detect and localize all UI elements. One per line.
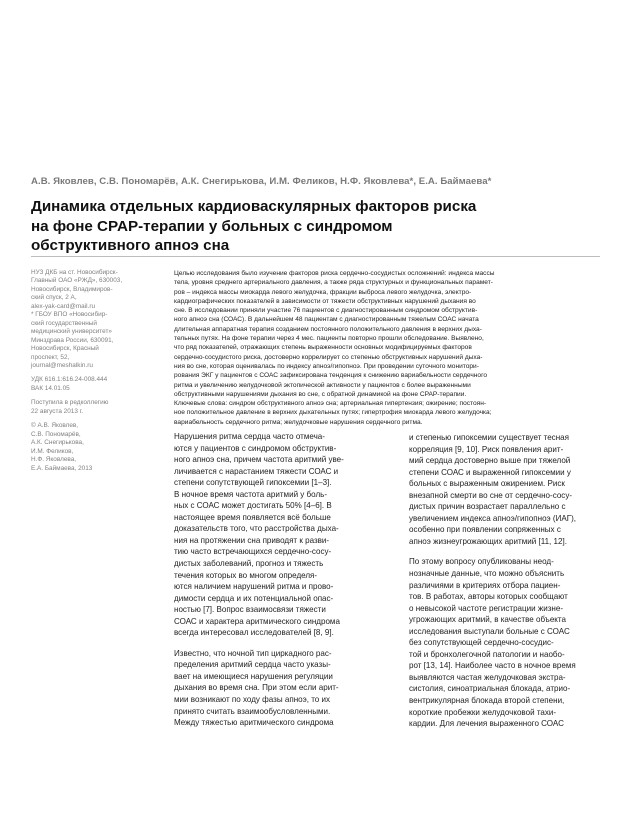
- text-line: ного апноэ сна, причем частота аритмий уве-: [174, 455, 344, 465]
- text-line: ностью [7]. Вопрос взаимосвязи тяжести: [174, 605, 326, 615]
- text-line: мий сердца достоверно выше при тяжелой: [409, 456, 571, 466]
- authors-line: А.В. Яковлев, С.В. Пономарёв, А.К. Снегирькова, И.М. Феликов, Н.Ф. Яковлева*, Е.А. Баймаева*: [31, 176, 492, 187]
- text-line: ных с СОАС может достигать 50% [4–6]. В: [174, 501, 332, 511]
- text-line: пределения аритмий сердца часто указы-: [174, 660, 331, 670]
- affiliation-line: Главный ОАО «РЖД», 630003,: [31, 277, 123, 285]
- affiliation-line: Новосибирск, Красный: [31, 345, 99, 353]
- paragraph: [174, 648, 370, 729]
- received-date: [31, 399, 143, 416]
- text-line: мии возникают по ходу фазы апноэ, то их: [174, 695, 331, 705]
- text-line: тов. В работах, авторы которых сообщают: [409, 592, 568, 602]
- text-line: степени СОАС и выраженной гипоксемии у: [409, 467, 571, 477]
- abstract: [174, 269, 602, 427]
- abstract-line: сне. В исследовании приняли участие 76 пациентов с диагностированным синдромом обструктив-: [174, 307, 478, 315]
- article-sidebar: [31, 269, 143, 479]
- copyright-line: А.К. Снегирькова,: [31, 439, 84, 447]
- text-line: дыхания во время сна. При этом если арит-: [174, 683, 339, 693]
- email-link[interactable]: journal@meshalkin.ru: [31, 361, 93, 369]
- text-line: принято считать взаимообусловленными.: [174, 706, 331, 716]
- text-line: ются наличием нарушений ритма и прово-: [174, 582, 334, 592]
- text-line: систолия, синоатриальная блокада, атрио-: [409, 684, 571, 694]
- text-line: исследования выступали больные с СОАС: [409, 626, 570, 636]
- text-line: СОАС и характера аритмического синдрома: [174, 616, 340, 626]
- text-line: Известно, что ночной тип циркадного рас-: [174, 648, 332, 658]
- text-line: Между тяжестью аритмического синдрома: [174, 718, 334, 728]
- text-line: дистых заболеваний, прогноз и тяжесть: [174, 559, 324, 569]
- text-line: вентрикулярная блокада второй степени,: [409, 696, 565, 706]
- abstract-line: ров – индекса массы миокарда левого желудочка, фракции выброса левого желудочка, электро-: [174, 288, 472, 296]
- copyright-line: Е.А. Баймаева, 2013: [31, 464, 93, 472]
- text-line: всегда интересовал исследователей [8, 9].: [174, 628, 334, 638]
- vak-code: ВАК 14.01.05: [31, 384, 70, 392]
- abstract-line: сердечно-сосудистого риска, достоверно коррелирует со степенью обструктивных нарушений дыха-: [174, 353, 483, 361]
- title-line: на фоне CPAP-терапии у больных с синдромом: [31, 217, 393, 235]
- abstract-line: ритма и увеличению желудочковой эктопической активности у пациентов с более выраженными: [174, 381, 471, 389]
- abstract-line: тельных путях. На фоне терапии через 4 мес. пациенты повторно прошли обследование. Выявлено,: [174, 335, 484, 343]
- affiliation-line: ский государственный: [31, 319, 97, 327]
- copyright-line: И.М. Феликов,: [31, 447, 74, 455]
- abstract-line: обструктивными нарушениями дыхания во сне, с обратной динамикой на фоне CPAP-терапии.: [174, 390, 467, 398]
- keywords-line: Ключевые слова: синдром обструктивного апноэ сна; артериальная гипертензия; ожирение; постоян-: [174, 400, 487, 408]
- text-line: вает на имеющиеся нарушения регуляции: [174, 671, 333, 681]
- text-line: особенно при появлении сопряженных с: [409, 525, 561, 535]
- text-line: выявляются частая желудочковая экстра-: [409, 672, 566, 682]
- title-line: обструктивного апноэ сна: [31, 237, 230, 254]
- text-line: угрожающих аритмий, в качестве объекта: [409, 615, 566, 625]
- text-line: ния на протяжении сна приводят к разви-: [174, 535, 330, 545]
- text-line: и степенью гипоксемии существует тесная: [409, 433, 569, 442]
- paragraph: [174, 431, 370, 639]
- abstract-line: Целью исследования было изучение факторов риска сердечно-сосудистых осложнений: индекса массы: [174, 270, 495, 277]
- abstract-line: ния во сне, которая оценивалась по индексу апноэ/гипопноэ. При проведении суточного монитори-: [174, 362, 479, 370]
- copyright: [31, 422, 143, 473]
- body-column-right: [409, 432, 605, 739]
- received-line: Поступила в редколлегию: [31, 399, 109, 407]
- text-line: нозначные данные, что можно объяснить: [409, 569, 565, 579]
- affiliation-line: медицинский университет»: [31, 328, 112, 336]
- abstract-line: длительная аппаратная терапия созданием постоянного положительного давления в верхних дыха-: [174, 325, 482, 333]
- affiliation: [31, 269, 143, 370]
- text-line: доказательств того, что расстройства дыха-: [174, 524, 339, 534]
- text-line: больных с выраженным ожирением. Риск: [409, 479, 565, 489]
- text-line: увеличением индекса апноэ/гипопноэ (ИАГ),: [409, 513, 576, 523]
- body-column-left: [174, 431, 370, 738]
- copyright-line: С.В. Пономарёв,: [31, 430, 81, 438]
- abstract-line: кардиографических показателей в зависимости от тяжести обструктивных нарушений дыхания во: [174, 297, 476, 305]
- affiliation-line: Минздрава России, 630091,: [31, 336, 114, 344]
- paragraph: [409, 556, 605, 729]
- affiliation-line: * ГБОУ ВПО «Новосибир-: [31, 311, 108, 319]
- title-line: Динамика отдельных кардиоваскулярных факторов риска: [31, 198, 477, 215]
- text-line: настоящее время появляется всё больше: [174, 512, 331, 522]
- text-line: степени сопутствующей гипоксемии [1–3].: [174, 478, 332, 488]
- affiliation-line: проспект, 52,: [31, 353, 70, 361]
- text-line: дистых причин возрастает параллельно с: [409, 502, 566, 512]
- text-line: течения которых во многом определя-: [174, 570, 318, 580]
- text-line: кардии. Для лечения выраженного СОАС: [409, 719, 564, 729]
- text-line: без сопутствующей сердечно-сосудис-: [409, 638, 554, 648]
- copyright-line: © А.В. Яковлев,: [31, 422, 79, 430]
- text-line: корреляция [9, 10]. Риск появления арит-: [409, 444, 564, 454]
- keywords-line: вариабельность сердечного ритма; желудочковые нарушения сердечного ритма.: [174, 418, 423, 426]
- article-title: [31, 197, 571, 256]
- affiliation-line: ский спуск, 2 А,: [31, 294, 77, 302]
- text-line: ются у пациентов с синдромом обструктив-: [174, 443, 337, 453]
- copyright-line: Н.Ф. Яковлева,: [31, 456, 77, 464]
- text-line: той и бронхолегочной патологии и наобо-: [409, 649, 565, 659]
- keywords-line: ное положительное давление в верхних дыхательных путях; гипертрофия миокарда левого желудочка;: [174, 409, 492, 417]
- text-line: рот [13, 14]. Наиболее часто в ночное время: [409, 661, 576, 671]
- header-divider: [31, 256, 600, 257]
- text-line: различиями в критериях отбора пациен-: [409, 580, 561, 590]
- paragraph: [409, 432, 605, 547]
- text-line: Нарушения ритма сердца часто отмеча-: [174, 432, 325, 441]
- text-line: По этому вопросу опубликованы неод-: [409, 557, 554, 567]
- abstract-line: тела, уровня среднего артериального давления, а также ряда структурных и функциональных парамет-: [174, 279, 493, 287]
- abstract-line: ного апноэ сна (СОАС). В дальнейшем 48 пациентам с диагностированным тяжелым СОАС начата: [174, 316, 479, 324]
- udc-code: УДК 616.1:616.24-008.444: [31, 376, 108, 384]
- text-line: тию часто встречающихся сердечно-сосу-: [174, 547, 332, 557]
- received-line: 22 августа 2013 г.: [31, 407, 83, 415]
- affiliation-line: НУЗ ДКБ на ст. Новосибирск-: [31, 269, 118, 276]
- text-line: апноэ жизнеугрожающих аритмий [11, 12].: [409, 536, 567, 546]
- classification-codes: [31, 376, 143, 393]
- text-line: короткие пробежки желудочковой тахи-: [409, 707, 557, 717]
- text-line: димости сердца и их потенциальной опас-: [174, 593, 334, 603]
- abstract-line: рования ЭКГ у пациентов с СОАС зафиксирована тенденция к снижению вариабельности сердечного: [174, 372, 488, 380]
- text-line: внезапной смерти во сне от сердечно-сосу-: [409, 490, 573, 500]
- email-link[interactable]: alex-yak-card@mail.ru: [31, 302, 96, 310]
- abstract-line: что ряд показателей, отражающих степень выраженности основных модифицируемых факторов: [174, 344, 472, 352]
- text-line: о невысокой частоте регистрации жизне-: [409, 603, 564, 613]
- affiliation-line: Новосибирск, Владимиров-: [31, 285, 113, 293]
- text-line: В ночное время частота аритмий у боль-: [174, 489, 328, 499]
- text-line: личивается с нарастанием тяжести СОАС и: [174, 466, 339, 476]
